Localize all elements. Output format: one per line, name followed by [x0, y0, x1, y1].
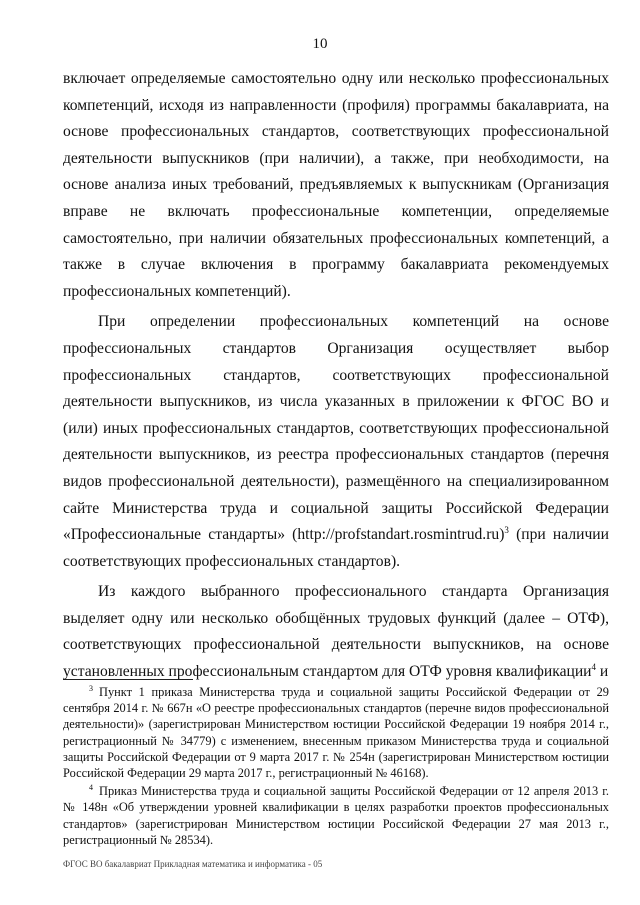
footnote-4 — [63, 783, 609, 848]
footnote-separator — [63, 679, 193, 680]
paragraph-text: При определении профессиональных компетенций на основе профессиональных стандартов Организация осуществляет выбор профессиональных стандартов, соответствующих профессиональной деятельности выпускников, из числа указанных в приложении к ФГОС ВО и (или) иных профессиональных стандартов, соответствующих профессиональной деятельности выпускников, из реестра профессиональных стандартов (перечня видов профессиональной деятельности), размещённого на специализированном сайте Министерства труда и социальной защиты Российской Федерации «Профессиональные стандарты» (http://profstandart.rosmintrud.ru) — [63, 313, 609, 544]
paragraph-professional-standards-selection — [63, 309, 609, 575]
footnote-reference-4[interactable]: 4 — [591, 662, 597, 673]
footnote-reference-3[interactable]: 3 — [504, 525, 509, 536]
paragraph-generalized-labor-functions — [63, 579, 609, 685]
footnote-mark: 3 — [89, 684, 93, 693]
footnote-text: Приказ Министерства труда и социальной защиты Российской Федерации от 12 апреля 2013 г. № 148н «Об утверждении уровней квалификации в целях разработки проектов профессиональных стандартов» (зарегистрирован Министерством юстиции Российской Федерации 27 мая 2013 г., регистрационный № 28534). — [63, 784, 609, 847]
paragraph-text: и — [596, 663, 609, 681]
footnote-text: Пункт 1 приказа Министерства труда и социальной защиты Российской Федерации от 29 сентября 2014 г. № 667н «О реестре профессиональных стандартов (перечне видов профессиональной деятельности)» (зарегистрирован Министерством юстиции Российской Федерации 19 ноября 2014 г., регистрационный № 34779) с изменением, внесенным приказом Министерства труда и социальной защиты Российской Федерации от 9 марта 2017 г. № 254н (зарегистрирован Министерством юстиции Российской Федерации 29 марта 2017 г., регистрационный № 46168). — [63, 685, 609, 781]
paragraph-text: (при наличии соответствующих профессиональных стандартов). — [63, 526, 609, 570]
footnotes — [63, 684, 609, 848]
paragraph-text: Из каждого выбранного профессионального стандарта Организация выделяет одну или несколько обобщённых трудовых функций (далее – ОТФ), соответствующих профессиональной деятельности выпускников, на основе установленных профессиональным стандартом для ОТФ уровня квалификации — [63, 583, 609, 681]
document-footer: ФГОС ВО бакалавриат Прикладная математика и информатика - 05 — [63, 859, 323, 869]
footnote-mark: 4 — [89, 783, 93, 793]
body-text — [63, 66, 609, 686]
paragraph-continuation: включает определяемые самостоятельно одну или несколько профессиональных компетенций, исходя из направленности (профиля) программы бакалавриата, на основе профессиональных стандартов, соответствующих профессиональной деятельности выпускников (при наличии), а также, при необходимости, на основе анализа иных требований, предъявляемых к выпускникам (Организация вправе не включать профессиональные компетенции, определяемые самостоятельно, при наличии обязательных профессиональных компетенций, а также в случае включения в программу бакалавриата рекомендуемых профессиональных компетенций). — [63, 70, 609, 300]
footnote-3 — [63, 684, 609, 781]
page-number: 10 — [312, 36, 328, 52]
